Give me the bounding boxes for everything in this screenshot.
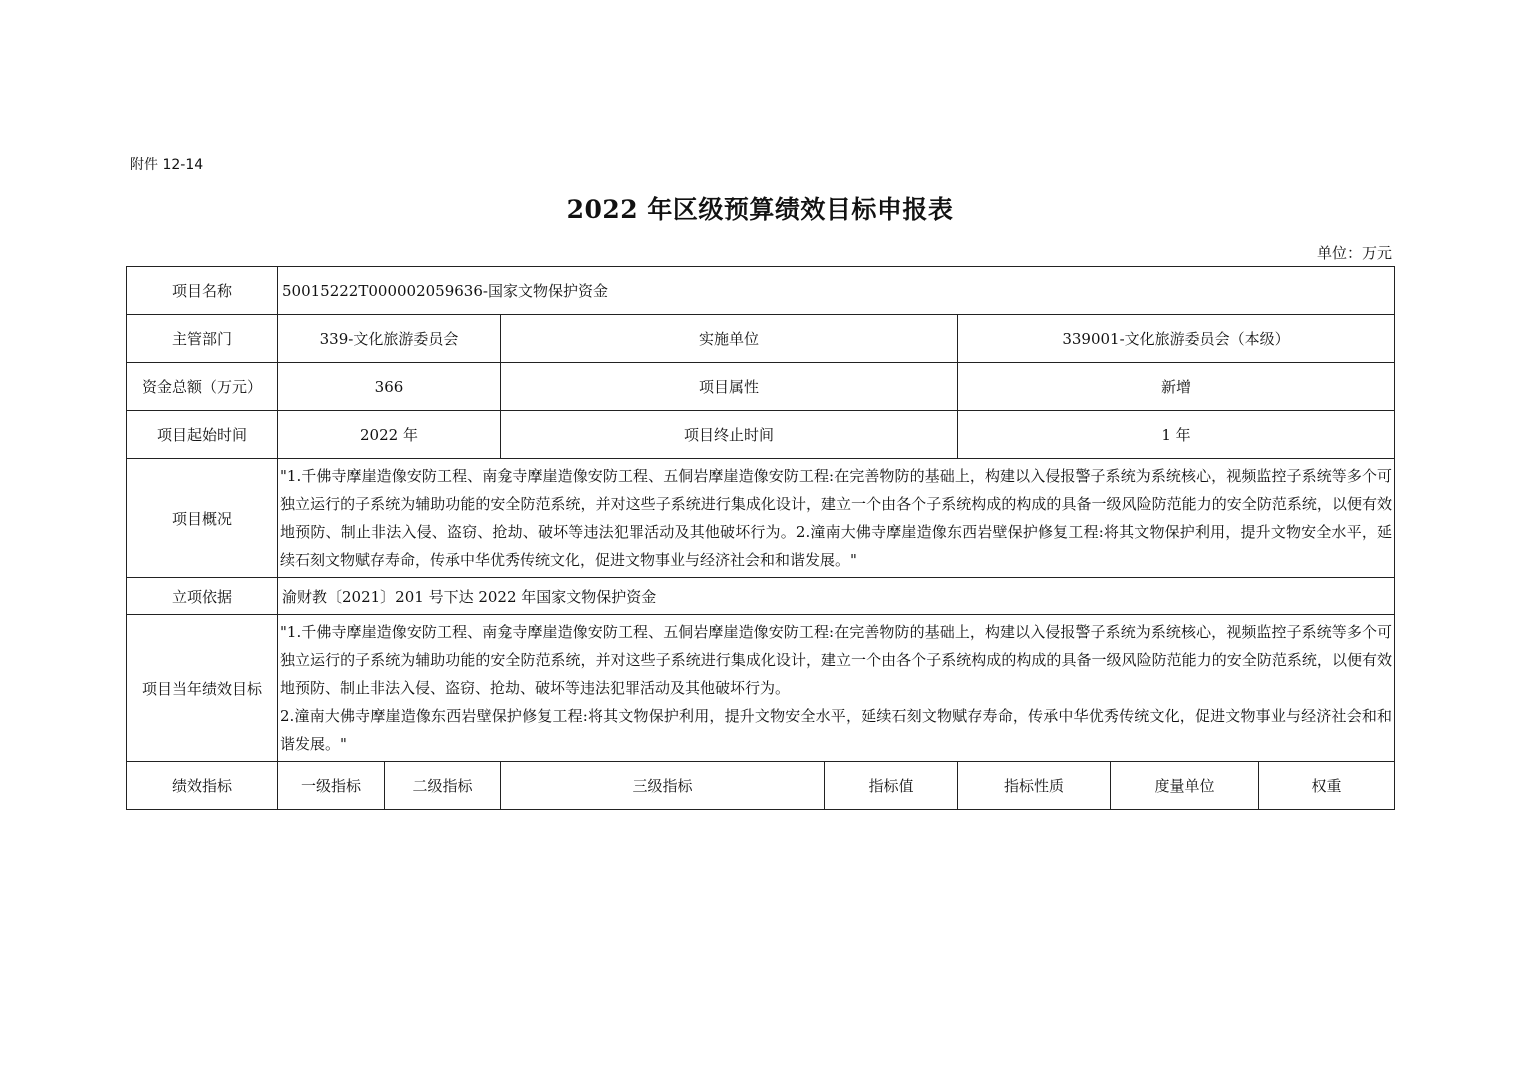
annual-goal-paragraph-1: "1.千佛寺摩崖造像安防工程、南龛寺摩崖造像安防工程、五侗岩摩崖造像安防工程:在完善物防的基础上，构建以入侵报警子系统为系统核心，视频监控子系统等多个可独立运行的子系统为辅助功能的安全防范系统，并对这些子系统进行集成化设计，建立一个由各个子系统构成的构成的具备一级风险防范能力的安全防范系统，以便有效地预防、制止非法入侵、盗窃、抢劫、破坏等违法犯罪活动及其他破坏行为。 — [280, 623, 1393, 697]
indicators-label: 绩效指标 — [127, 762, 278, 810]
indicator-column-level-3: 三级指标 — [501, 762, 825, 810]
basis-value: 渝财教〔2021〕201 号下达 2022 年国家文物保护资金 — [278, 578, 1395, 615]
attachment-number: 附件 12-14 — [130, 157, 204, 173]
implementing-unit-label: 实施单位 — [501, 315, 958, 363]
annual-goal-label: 项目当年绩效目标 — [127, 615, 278, 762]
indicator-column-weight: 权重 — [1259, 762, 1395, 810]
project-attribute-value: 新增 — [958, 363, 1395, 411]
start-time-label: 项目起始时间 — [127, 411, 278, 459]
basis-label: 立项依据 — [127, 578, 278, 615]
indicator-column-value: 指标值 — [825, 762, 958, 810]
indicator-column-level-2: 二级指标 — [385, 762, 501, 810]
start-time-value: 2022 年 — [278, 411, 501, 459]
row-overview — [127, 459, 1395, 578]
project-name-label: 项目名称 — [127, 267, 278, 315]
indicator-column-unit: 度量单位 — [1111, 762, 1259, 810]
project-attribute-label: 项目属性 — [501, 363, 958, 411]
overview-value: "1.千佛寺摩崖造像安防工程、南龛寺摩崖造像安防工程、五侗岩摩崖造像安防工程:在完善物防的基础上，构建以入侵报警子系统为系统核心，视频监控子系统等多个可独立运行的子系统为辅助功能的安全防范系统，并对这些子系统进行集成化设计，建立一个由各个子系统构成的构成的具备一级风险防范能力的安全防范系统，以便有效地预防、制止非法入侵、盗窃、抢劫、破坏等违法犯罪活动及其他破坏行为。2.潼南大佛寺摩崖造像东西岩壁保护修复工程:将其文物保护利用，提升文物安全水平，延续石刻文物赋存寿命，传承中华优秀传统文化，促进文物事业与经济社会和和谐发展。" — [278, 459, 1395, 578]
department-label: 主管部门 — [127, 315, 278, 363]
indicator-column-level-1: 一级指标 — [278, 762, 385, 810]
overview-label: 项目概况 — [127, 459, 278, 578]
row-time — [127, 411, 1395, 459]
total-funds-value: 366 — [278, 363, 501, 411]
row-total-funds — [127, 363, 1395, 411]
annual-goal-paragraph-2: 2.潼南大佛寺摩崖造像东西岩壁保护修复工程:将其文物保护利用，提升文物安全水平，延续石刻文物赋存寿命，传承中华优秀传统文化，促进文物事业与经济社会和和谐发展。" — [280, 707, 1393, 753]
row-basis — [127, 578, 1395, 615]
row-annual-goal — [127, 615, 1395, 762]
end-time-label: 项目终止时间 — [501, 411, 958, 459]
unit-label: 单位：万元 — [1316, 244, 1392, 262]
form-title: 2022 年区级预算绩效目标申报表 — [566, 195, 954, 224]
project-name-value: 50015222T000002059636-国家文物保护资金 — [278, 267, 1395, 315]
row-project-name — [127, 267, 1395, 315]
annual-goal-value — [278, 615, 1395, 762]
row-indicators-header — [127, 762, 1395, 810]
total-funds-label: 资金总额（万元） — [127, 363, 278, 411]
department-value: 339-文化旅游委员会 — [278, 315, 501, 363]
indicator-column-nature: 指标性质 — [958, 762, 1111, 810]
implementing-unit-value: 339001-文化旅游委员会（本级） — [958, 315, 1395, 363]
end-time-value: 1 年 — [958, 411, 1395, 459]
row-department — [127, 315, 1395, 363]
budget-performance-form — [126, 266, 1395, 810]
